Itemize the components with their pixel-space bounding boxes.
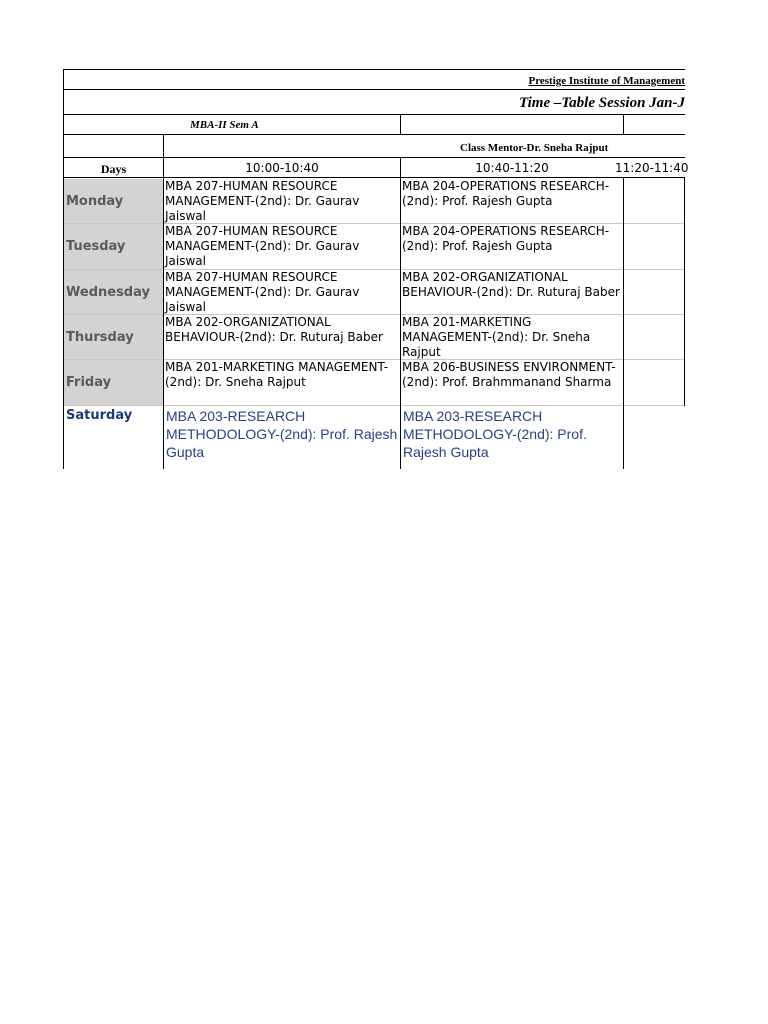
- thursday-slot-2: MBA 201-MARKETING MANAGEMENT-(2nd): Dr. Sneha Rajput: [402, 315, 591, 359]
- wednesday-slot-1: MBA 207-HUMAN RESOURCE MANAGEMENT-(2nd): Dr. Gaurav Jaiswal: [165, 270, 360, 314]
- table-border: [63, 89, 685, 90]
- day-label-friday: Friday: [64, 360, 163, 405]
- days-column-header: Days: [100, 162, 127, 176]
- wednesday-slot-2: MBA 202-ORGANIZATIONAL BEHAVIOUR-(2nd): Dr. Ruturaj Baber: [402, 270, 620, 299]
- monday-slot-1: MBA 207-HUMAN RESOURCE MANAGEMENT-(2nd): Dr. Gaurav Jaiswal: [165, 179, 360, 223]
- day-label-wednesday: Wednesday: [64, 270, 163, 314]
- session-title: Time –Table Session Jan-J: [519, 95, 685, 111]
- saturday-slot-2: MBA 203-RESEARCH METHODOLOGY-(2nd): Prof. Rajesh Gupta: [403, 408, 587, 460]
- program-label: MBA-II Sem A: [190, 119, 259, 131]
- thursday-slot-1: MBA 202-ORGANIZATIONAL BEHAVIOUR-(2nd): Dr. Ruturaj Baber: [165, 315, 383, 344]
- institute-title: Prestige Institute of Management: [528, 75, 685, 87]
- column-divider: [623, 114, 624, 134]
- table-border: [63, 177, 685, 178]
- tuesday-slot-1: MBA 207-HUMAN RESOURCE MANAGEMENT-(2nd): Dr. Gaurav Jaiswal: [165, 224, 360, 268]
- table-border: [63, 157, 685, 158]
- time-slot-header-2: 10:40-11:20: [475, 161, 549, 175]
- day-label-saturday: Saturday: [66, 408, 133, 423]
- row-separator: [63, 314, 685, 315]
- table-border: [63, 114, 685, 115]
- row-separator: [63, 405, 685, 406]
- row-separator: [63, 269, 685, 270]
- time-slot-header-1: 10:00-10:40: [245, 161, 319, 175]
- column-divider: [400, 114, 401, 134]
- column-divider: [684, 177, 685, 406]
- time-slot-header-3: 11:20-11:40: [615, 161, 689, 175]
- column-divider: [400, 157, 401, 469]
- column-divider: [163, 134, 164, 469]
- friday-slot-1: MBA 201-MARKETING MANAGEMENT-(2nd): Dr. Sneha Rajput: [165, 360, 389, 389]
- day-label-monday: Monday: [64, 179, 163, 223]
- tuesday-slot-2: MBA 204-OPERATIONS RESEARCH-(2nd): Prof. Rajesh Gupta: [402, 224, 610, 253]
- table-border-left: [63, 69, 64, 469]
- friday-slot-2: MBA 206-BUSINESS ENVIRONMENT-(2nd): Prof. Brahmmanand Sharma: [402, 360, 616, 389]
- row-separator: [63, 223, 685, 224]
- table-border: [63, 134, 685, 135]
- day-label-thursday: Thursday: [64, 315, 163, 359]
- column-divider: [623, 177, 624, 469]
- saturday-slot-1: MBA 203-RESEARCH METHODOLOGY-(2nd): Prof. Rajesh Gupta: [166, 408, 398, 460]
- monday-slot-2: MBA 204-OPERATIONS RESEARCH-(2nd): Prof. Rajesh Gupta: [402, 179, 610, 208]
- class-mentor: Class Mentor-Dr. Sneha Rajput: [460, 142, 609, 154]
- row-separator: [63, 359, 685, 360]
- table-border-top: [63, 69, 685, 70]
- day-label-tuesday: Tuesday: [64, 224, 163, 269]
